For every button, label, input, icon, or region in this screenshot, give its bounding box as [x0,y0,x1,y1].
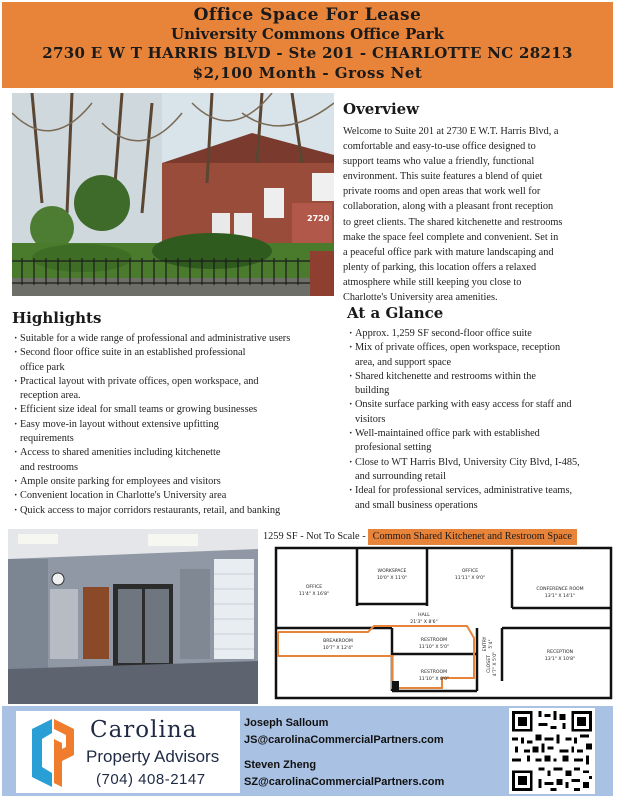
room-entry-name: ENTRY [483,636,488,652]
address: 2730 E W T HARRIS BLVD - Ste 201 - CHARLOTTE NC 28213 [42,44,573,62]
highlights-item: · Suitable for a wide range of professional and administrative users [12,332,342,346]
room-office1-name: OFFICE [305,585,323,590]
room-conference-dim: 13'1" X 14'1" [544,594,576,599]
floorplan-caption [263,529,577,545]
room-reception-dim: 13'1" X 10'8" [544,657,576,662]
room-breakroom-dim: 10'7" X 12'4" [322,646,354,651]
room-office2-name: OFFICE [461,569,479,574]
overview-text [343,124,611,305]
room-office1-dim: 11'4" X 16'8" [298,592,330,597]
listing-title: Office Space For Lease [193,5,422,25]
room-restroom2-dim: 11'10" X 8'0" [418,677,450,682]
contact-2-email[interactable]: SZ@carolinaCommercialPartners.com [244,776,445,788]
company-phone: (704) 408-2147 [96,771,206,788]
highlights-item: · Easy move-in layout without extensive upfitting requirements [12,418,342,447]
footer [2,706,613,796]
overview-line: make the space feel complete and convenient. Set in [343,231,559,243]
floorplan [262,546,614,704]
qr-code-icon [509,708,595,794]
qr-code[interactable] [509,708,595,794]
highlights-item: · Practical layout with private offices, open workspace, and reception area. [12,375,342,404]
park-name: University Commons Office Park [171,25,444,43]
exterior-photo [12,93,334,296]
price: $2,100 Month - Gross Net [192,64,423,82]
highlights-section [12,309,342,518]
contact-2 [244,757,444,791]
contact-2-name: Steven Zheng [244,759,317,771]
room-reception-name: RECEPTION [546,650,574,655]
company-subtitle: Property Advisors [86,747,220,766]
glance-list [347,327,613,513]
highlights-item: · Second floor office suite in an established professional office park [12,346,342,375]
overview-line: Charlotte's University area amenities. [343,292,498,304]
interior-photo-art [8,529,258,704]
contact-1-name: Joseph Salloum [244,717,329,729]
overview-line: Welcome to Suite 201 at 2730 E W.T. Harris Blvd, a [343,126,559,137]
overview-line: to greet clients. The shared kitchenette and restrooms [343,216,563,228]
building-number: 2720 [307,214,330,223]
overview-line: plenty of parking, this location offers a relaxed [343,261,537,273]
highlights-title: Highlights [12,309,102,327]
overview-title: Overview [343,100,420,118]
glance-item: · Mix of private offices, open workspace, reception area, and support space [347,341,613,370]
overview-line: support teams who value a friendly, functional [343,156,535,168]
glance-title: At a Glance [347,304,444,322]
highlights-item: · Ample onsite parking for employees and visitors [12,475,342,489]
glance-item: · Close to WT Harris Blvd, University City Blvd, I-485, and surrounding retail [347,456,613,485]
room-hall-name: HALL [418,613,430,618]
floorplan-drawing [262,546,614,704]
room-workspace-dim: 10'0" X 11'0" [376,576,408,581]
floorplan-size-note: 1259 SF - Not To Scale - [263,531,366,542]
room-closet-dim: 4'7" X 5'0" [493,651,498,677]
overview-line: atmosphere while still keeping you close to [343,276,522,288]
interior-photo [8,529,258,704]
company-logo [16,711,240,793]
highlights-item: · Quick access to major corridors restaurants, retail, and banking [12,504,342,518]
glance-section [347,304,613,513]
company-name: Carolina [90,717,198,743]
overview-section [343,100,611,305]
highlights-item: · Access to shared amenities including kitchenette and restrooms [12,446,342,475]
contact-1 [244,715,444,749]
room-office2-dim: 11'11" X 9'0" [454,576,486,581]
highlights-list [12,332,342,518]
overview-line: private rooms and open areas that work well for [343,186,541,198]
shared-space-tag: Common Shared Kitchenet and Restroom Space [368,529,577,545]
overview-line: collaboration, along with a pleasant front reception [343,201,554,213]
glance-item: · Approx. 1,259 SF second-floor office suite [347,327,613,341]
exterior-photo-art [12,93,334,296]
highlights-item: · Convenient location in Charlotte's University area [12,489,342,503]
highlights-item: · Efficient size ideal for small teams or growing businesses [12,403,342,417]
room-restroom2-name: RESTROOM [420,670,448,675]
glance-item: · Shared kitchenette and restrooms within the building [347,370,613,399]
room-breakroom-name: BREAKROOM [323,639,353,644]
overview-line: environment. This suite features a blend of quiet [343,171,543,183]
glance-item: · Ideal for professional services, administrative teams, and small business operations [347,484,613,513]
contact-1-email[interactable]: JS@carolinaCommercialPartners.com [244,734,444,746]
room-closet-name: CLOSET [487,655,492,673]
header-banner [2,2,613,88]
overview-line: a peaceful office park with mature landscaping and [343,246,554,258]
room-workspace-name: WORKSPACE [377,569,407,574]
cp-logo-icon [22,715,80,791]
room-hall-dim: 21'3" X 8'6" [410,620,438,625]
glance-item: · Well-maintained office park with established profesional setting [347,427,613,456]
room-restroom1-name: RESTROOM [420,638,448,643]
room-conference-name: CONFERENCE ROOM [536,587,584,592]
glance-item: · Onsite surface parking with easy access for staff and visitors [347,398,613,427]
room-entry-dim: 5'4" [489,639,494,649]
room-restroom1-dim: 11'10" X 5'0" [418,645,450,650]
overview-line: comfortable and easy-to-use office designed to [343,141,536,153]
